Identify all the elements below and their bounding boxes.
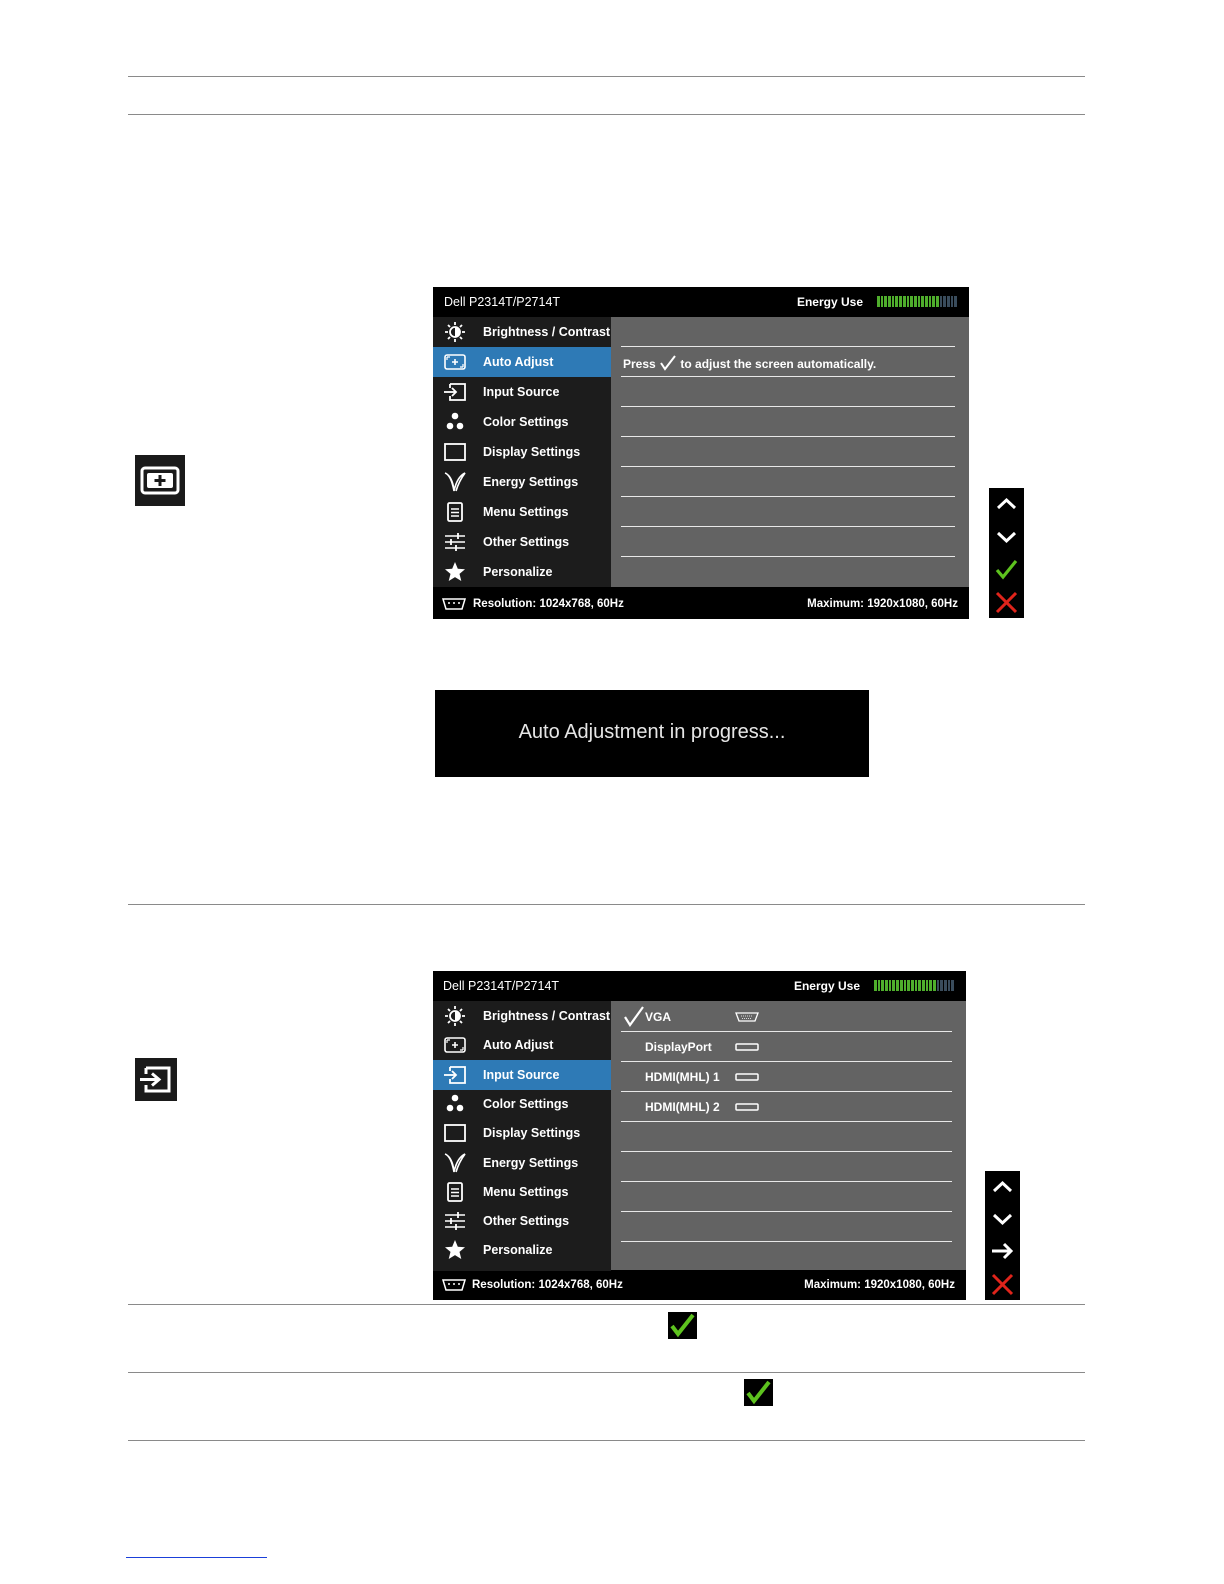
divider [621,1241,952,1242]
hdmi-connector-icon [735,1102,759,1112]
menu-item-input-source[interactable] [433,1060,611,1090]
menu-item-label: Brightness / Contrast [483,1009,611,1023]
menu-item-display-settings[interactable] [433,1118,611,1148]
menu-item-menu-settings[interactable] [433,497,611,527]
osd-main-menu [433,317,611,587]
input-source-icon [443,1065,467,1085]
auto-adjust-icon [443,352,467,372]
auto-adjust-icon [443,1035,467,1055]
menu-item-label: Brightness / Contrast [483,325,611,339]
menu-item-menu-settings[interactable] [433,1177,611,1207]
progress-message: Auto Adjustment in progress... [518,721,786,743]
menu-item-display-settings[interactable] [433,437,611,467]
displayport-connector-icon [735,1042,759,1052]
up-arrow-icon [989,488,1024,520]
osd-header [433,971,966,1001]
menu-settings-icon [443,502,467,522]
menu-item-label: Input Source [483,1067,560,1082]
energy-use-label: Energy Use [796,295,863,309]
menu-item-label: Other Settings [483,535,570,549]
divider [621,1121,952,1122]
auto-adjust-icon [135,455,185,506]
color-settings-icon [443,1094,467,1114]
up-arrow-button[interactable] [985,1171,1020,1203]
osd-footer [433,588,969,619]
osd-footer [433,1271,966,1300]
menu-item-auto-adjust[interactable] [433,347,611,377]
down-arrow-icon [985,1203,1020,1235]
up-arrow-button[interactable] [989,488,1024,520]
divider [128,904,1085,905]
menu-item-label: Menu Settings [483,505,569,519]
close-icon [989,586,1024,618]
divider [128,1440,1085,1441]
menu-item-input-source[interactable] [433,377,611,407]
down-arrow-icon [989,521,1024,553]
divider [621,436,955,437]
input-source-icon [135,1058,177,1101]
menu-item-label: Other Settings [483,1214,570,1229]
up-arrow-icon [985,1171,1020,1203]
footer-link-underline [126,1557,267,1558]
input-label: HDMI(MHL) 1 [645,1070,720,1084]
menu-item-label: Energy Settings [483,475,579,489]
auto-adjust-message [623,355,876,371]
display-settings-icon [443,1123,467,1143]
menu-item-label: Personalize [483,1243,553,1258]
divider [621,1211,952,1212]
energy-use-meter [874,980,954,991]
input-label: VGA [645,1010,672,1024]
menu-item-brightness-contrast[interactable] [433,1001,611,1031]
divider [621,1091,952,1092]
energy-use-label: Energy Use [793,979,860,993]
menu-item-auto-adjust[interactable] [433,1030,611,1060]
menu-item-label: Energy Settings [483,1155,579,1170]
menu-item-label: Personalize [483,565,553,579]
menu-item-personalize[interactable] [433,1235,611,1265]
vga-connector-icon [441,598,467,610]
brightness-icon [443,322,467,342]
other-settings-icon [443,532,467,552]
divider [128,1372,1085,1373]
display-settings-icon [443,442,467,462]
menu-item-label: Display Settings [483,445,581,459]
brightness-icon [443,1006,467,1026]
check-button[interactable] [989,553,1024,585]
close-button[interactable] [985,1268,1020,1300]
message-rest: to adjust the screen automatically. [680,357,877,371]
input-option-hdmi-mhl-2[interactable] [621,1091,951,1121]
menu-item-label: Color Settings [483,415,569,429]
check-icon [668,1312,697,1339]
current-resolution: Resolution: 1024x768, 60Hz [472,1279,623,1291]
osd-submenu-panel [611,317,969,587]
input-option-displayport[interactable] [621,1031,951,1061]
close-icon [985,1268,1020,1300]
monitor-model: Dell P2314T/P2714T [443,979,560,993]
input-source-icon [443,382,467,402]
divider [621,1031,952,1032]
personalize-icon [443,1240,467,1260]
menu-item-label: Auto Adjust [483,1038,554,1053]
osd-main-menu [433,1001,611,1271]
color-settings-icon [443,412,467,432]
personalize-icon [443,562,467,582]
right-arrow-button[interactable] [985,1235,1020,1267]
divider [621,406,955,407]
menu-item-personalize[interactable] [433,557,611,587]
energy-settings-icon [443,472,467,492]
divider [128,1304,1085,1305]
monitor-button-bar [985,1171,1020,1300]
menu-item-color-settings[interactable] [433,407,611,437]
divider [621,376,955,377]
input-label: DisplayPort [645,1040,712,1054]
right-arrow-icon [985,1235,1020,1267]
current-resolution: Resolution: 1024x768, 60Hz [473,598,624,610]
menu-item-energy-settings[interactable] [433,467,611,497]
hdmi-connector-icon [735,1072,759,1082]
divider [621,346,955,347]
check-icon [744,1379,773,1406]
maximum-resolution: Maximum: 1920x1080, 60Hz [804,1279,955,1291]
divider [128,76,1085,77]
monitor-model: Dell P2314T/P2714T [444,295,561,309]
osd-menu-auto-adjust [433,287,969,619]
osd-menu-input-source [433,971,966,1300]
auto-adjust-progress-dialog [435,690,869,777]
check-icon [989,553,1024,585]
divider [621,496,955,497]
divider [621,1181,952,1182]
menu-item-label: Display Settings [483,1126,581,1141]
other-settings-icon [443,1211,467,1231]
input-option-hdmi-mhl-1[interactable] [621,1061,951,1091]
input-label: HDMI(MHL) 2 [645,1100,720,1114]
osd-submenu-panel [611,1001,966,1270]
energy-settings-icon [443,1153,467,1173]
down-arrow-button[interactable] [985,1203,1020,1235]
vga-connector-icon [441,1279,467,1291]
divider [621,1061,952,1062]
divider [621,1151,952,1152]
menu-item-brightness-contrast[interactable] [433,317,611,347]
message-press: Press [623,357,656,371]
menu-item-label: Color Settings [483,1096,569,1111]
close-button[interactable] [989,586,1024,618]
divider [128,114,1085,115]
menu-settings-icon [443,1182,467,1202]
down-arrow-button[interactable] [989,521,1024,553]
energy-use-meter [877,296,957,307]
menu-item-label: Auto Adjust [483,355,554,369]
check-icon [623,1005,645,1027]
divider [621,556,955,557]
menu-item-color-settings[interactable] [433,1089,611,1119]
monitor-button-bar [989,488,1024,618]
menu-item-other-settings[interactable] [433,1206,611,1236]
osd-header [433,287,969,317]
menu-item-energy-settings[interactable] [433,1148,611,1178]
check-icon [659,355,677,371]
vga-connector-icon [735,1012,759,1022]
menu-item-label: Input Source [483,385,560,399]
maximum-resolution: Maximum: 1920x1080, 60Hz [807,598,958,610]
divider [621,466,955,467]
menu-item-label: Menu Settings [483,1184,569,1199]
menu-item-other-settings[interactable] [433,527,611,557]
divider [621,526,955,527]
input-option-vga[interactable] [621,1001,951,1031]
